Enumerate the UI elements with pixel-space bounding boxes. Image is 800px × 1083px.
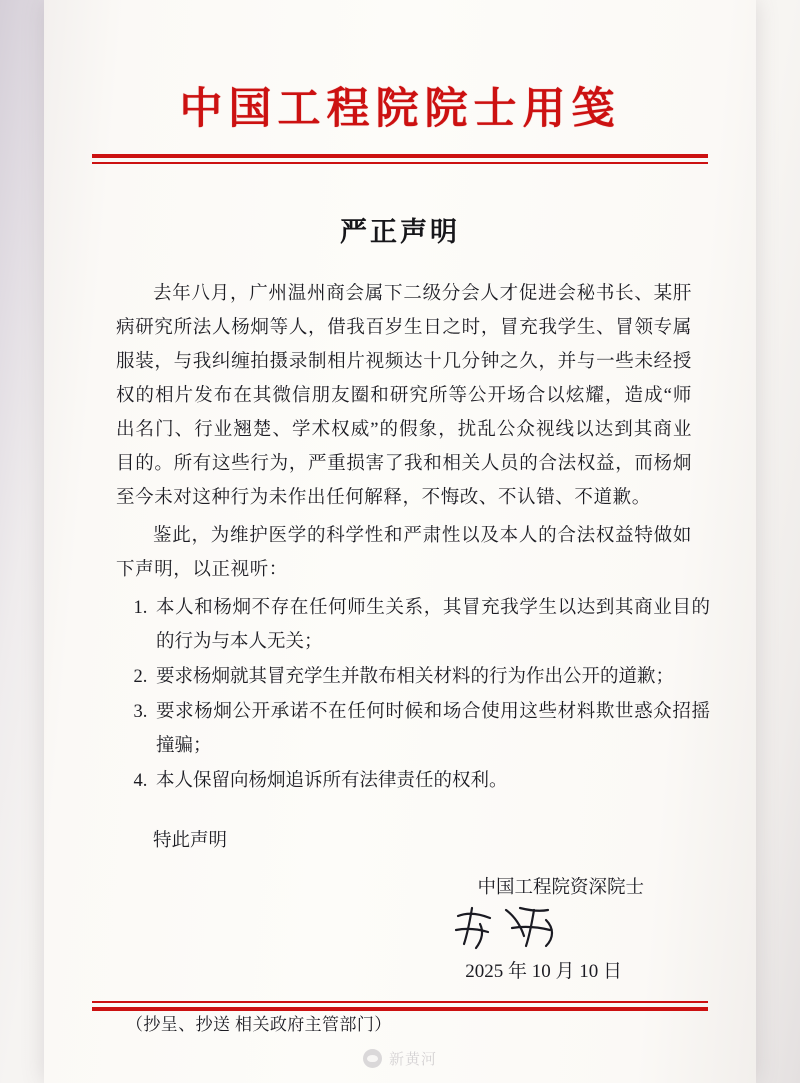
paper-sheet	[44, 0, 756, 1083]
closing-section	[90, 824, 710, 858]
signature-block	[90, 872, 710, 988]
paragraph-1: 去年八月，广州温州商会属下二级分会人才促进会秘书长、某肝病研究所法人杨炯等人，借我百岁生日之时，冒充我学生、冒领专属服装，与我纠缠拍摄录制相片视频达十几分钟之久，并与一些未经授权的相片发布在其微信朋友圈和研究所等公开场合以炫耀，造成“师出名门、行业翘楚、学术权威”的假象，扰乱公众视线以达到其商业目的。所有这些行为，严重损害了我和相关人员的合法权益，而杨炯至今未对这种行为未作出任何解释，不悔改、不认错、不道歉。	[116, 283, 692, 508]
footer-rule-thin	[92, 1001, 708, 1003]
footer-rules	[90, 997, 710, 1011]
watermark-text: 新黄河	[388, 1051, 437, 1068]
list-item: 1. 本人和杨炯不存在任何师生关系，其冒充我学生以达到其商业目的的行为与本人无关；	[152, 591, 710, 659]
list-item: 2. 要求杨炯就其冒充学生并散布相关材料的行为作出公开的道歉；	[152, 660, 710, 694]
closing-statement: 特此声明	[153, 830, 228, 851]
watermark	[0, 1048, 800, 1069]
signature-date: 2025 年 10 月 10 日	[465, 960, 622, 982]
paragraph-2: 鉴此，为维护医学的科学性和严肃性以及本人的合法权益特做如下声明，以正视听：	[116, 525, 692, 580]
cc-note: （抄呈、抄送 相关政府主管部门）	[126, 1014, 392, 1034]
document-body	[90, 277, 710, 587]
footer-rule-thick	[92, 1007, 708, 1011]
signature-title: 中国工程院资深院士	[477, 877, 644, 898]
claims-list	[90, 591, 710, 798]
letterhead	[90, 0, 710, 164]
handwritten-signature	[90, 906, 644, 952]
letterhead-title: 中国工程院院士用笺	[179, 86, 621, 133]
letterhead-rule-thin	[92, 162, 708, 164]
list-item: 3. 要求杨炯公开承诺不在任何时候和场合使用这些材料欺世惑众招摇撞骗；	[152, 695, 710, 763]
list-item: 4. 本人保留向杨炯追诉所有法律责任的权利。	[152, 764, 710, 798]
letterhead-rules	[90, 154, 710, 164]
paper-content	[44, 0, 756, 1083]
letterhead-rule-thick	[92, 154, 708, 158]
weibo-icon	[363, 1049, 382, 1068]
document-title: 严正声明	[340, 216, 460, 247]
